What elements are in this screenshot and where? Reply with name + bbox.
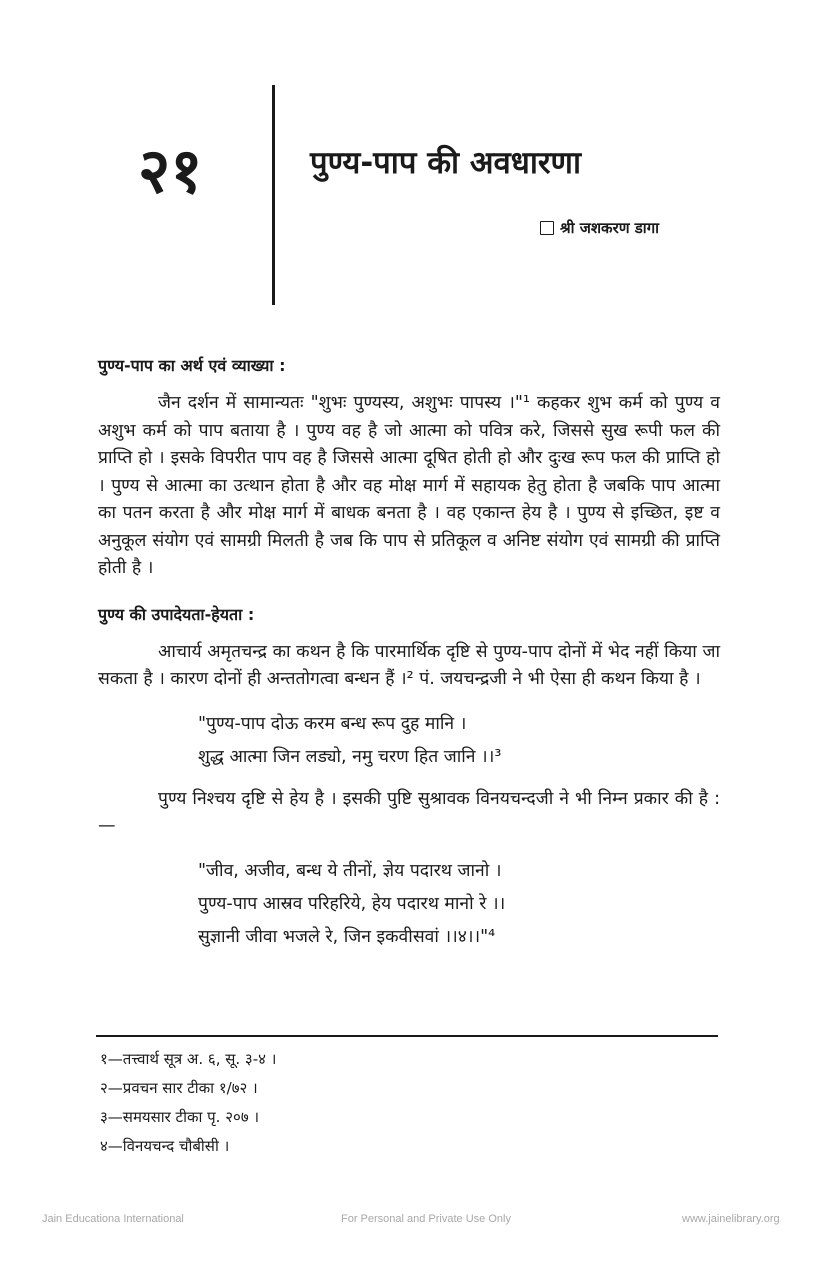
vertical-divider [272, 85, 275, 305]
paragraph [98, 786, 720, 841]
footnote: ४—विनयचन्द चौबीसी । [100, 1137, 230, 1155]
verse-line: शुद्ध आत्मा जिन लड्यो, नमु चरण हित जानि ।।³ [198, 746, 502, 767]
paragraph-text: आचार्य अमृतचन्द्र का कथन है कि पारमार्थिक दृष्टि से पुण्य-पाप दोनों में भेद नहीं किया जा सकता है । कारण दोनों ही अन्ततोगत्वा बन्धन हैं ।² पं. जयचन्द्रजी ने भी ऐसा ही कथन किया है । [98, 641, 720, 689]
section-heading: पुण्य की उपादेयता-हेयता : [98, 604, 255, 624]
paragraph [98, 390, 720, 583]
chapter-title: पुण्य-पाप की अवधारणा [310, 145, 581, 181]
paragraph-text: जैन दर्शन में सामान्यतः "शुभः पुण्यस्य, अशुभः पापस्य ।"¹ कहकर शुभ कर्म को पुण्य व अशुभ कर्म को पाप बताया है । पुण्य वह है जो आत्मा को पवित्र करे, जिससे सुख रूपी फल की प्राप्ति हो । इसके विपरीत पाप वह है जिससे आत्मा दूषित होती हो और दुःख रूप फल की प्राप्ति हो । पुण्य से आत्मा का उत्थान होता है और वह मोक्ष मार्ग में सहायक हेतु होता है जबकि पाप आत्मा का पतन करता है और मोक्ष मार्ग में बाधक बनता है । वह एकान्त हेय है । पुण्य से इच्छित, इष्ट व अनुकूल संयोग एवं सामग्री मिलती है जब कि पाप से प्रतिकूल व अनिष्ट संयोग एवं सामग्री की प्राप्ति होती है । [98, 393, 720, 578]
footnote: ३—समयसार टीका पृ. २०७ । [100, 1108, 260, 1126]
paragraph-text: पुण्य निश्चय दृष्टि से हेय है । इसकी पुष्टि सुश्रावक विनयचन्दजी ने भी निम्न प्रकार की है :— [98, 788, 720, 836]
footnote: १—तत्त्वार्थ सूत्र अ. ६, सू. ३-४ । [100, 1050, 277, 1068]
verse-line: पुण्य-पाप आस्रव परिहरिये, हेय पदारथ मानो रे ।। [198, 893, 506, 914]
verse-line: सुज्ञानी जीवा भजले रे, जिन इकवीसवां ।।४।।"⁴ [198, 926, 496, 947]
author-name: श्री जशकरण डागा [560, 219, 660, 237]
watermark-center: For Personal and Private Use Only [341, 1213, 511, 1225]
verse-block [198, 855, 720, 954]
square-bullet-icon [540, 221, 554, 235]
verse-line: "जीव, अजीव, बन्ध ये तीनों, ज्ञेय पदारथ जानो । [198, 860, 502, 881]
verse-line: "पुण्य-पाप दोऊ करम बन्ध रूप दुह मानि । [198, 713, 467, 734]
body-content [98, 354, 720, 954]
footnotes [100, 1045, 276, 1161]
section-heading: पुण्य-पाप का अर्थ एवं व्याख्या : [98, 356, 286, 375]
verse-block [198, 708, 720, 774]
chapter-number: २१ [138, 134, 203, 207]
paragraph [98, 639, 720, 694]
watermark-link[interactable]: www.jainelibrary.org [682, 1213, 780, 1225]
footnote: २—प्रवचन सार टीका १/७२ । [100, 1079, 258, 1097]
footnote-divider [96, 1035, 718, 1037]
watermark-left: Jain Educationa International [42, 1213, 184, 1225]
author-line [540, 218, 659, 238]
